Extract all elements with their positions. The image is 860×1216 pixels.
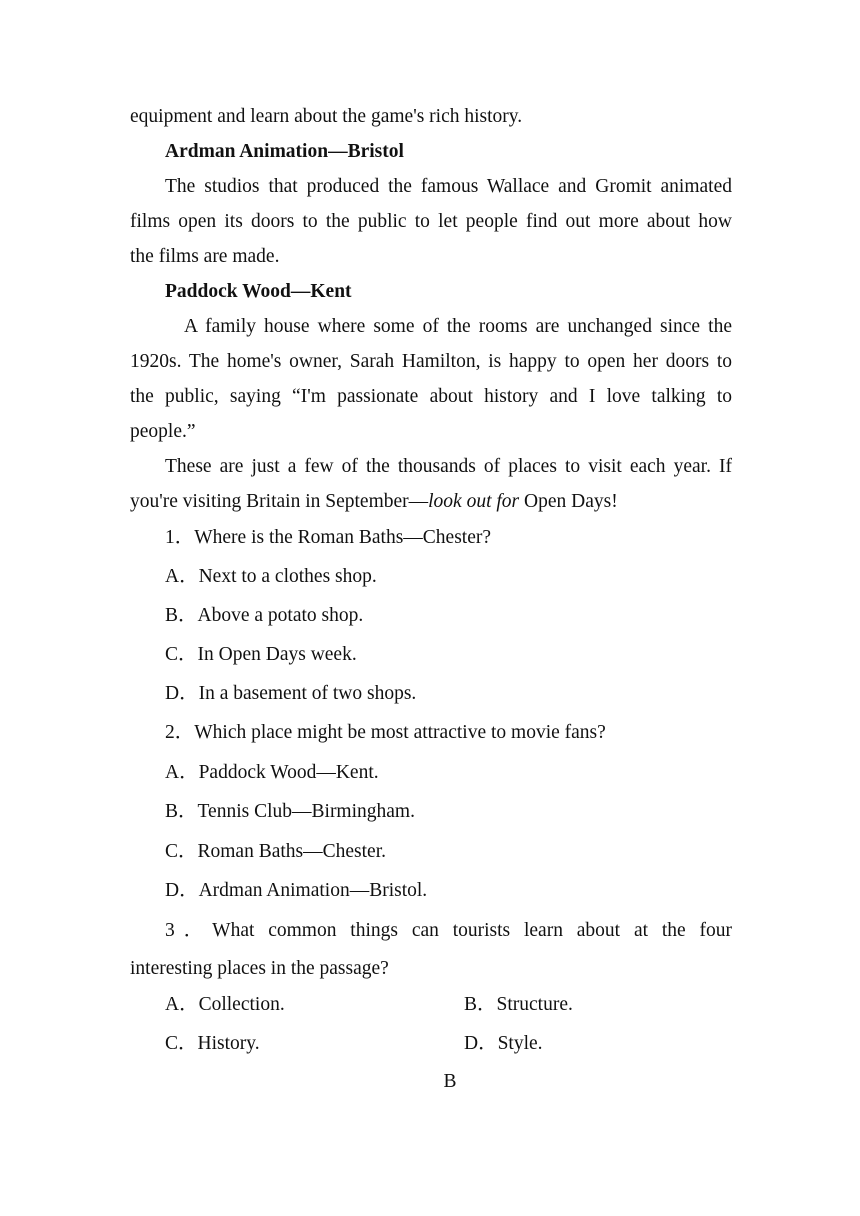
question-1-option-b: B．Above a potato shop. <box>165 605 364 626</box>
intro-tail-line: equipment and learn about the game's rich history. <box>130 106 523 127</box>
question-1-option-c: C．In Open Days week. <box>165 644 357 665</box>
question-3-option-b: B．Structure. <box>464 994 573 1015</box>
ardman-line-2: films open its doors to the public to let people find out more about how <box>130 211 732 232</box>
ardman-line-1: The studios that produced the famous Wallace and Gromit animated <box>165 176 732 197</box>
closing-line-2-post: Open Days! <box>519 491 618 512</box>
closing-line-2 <box>130 492 618 512</box>
question-1-option-d: D．In a basement of two shops. <box>165 683 417 704</box>
question-3-option-c: C．History. <box>165 1033 260 1054</box>
question-3-stem-line-1: 3．What common things can tourists learn about at the four <box>165 920 732 941</box>
question-2-stem: 2．Which place might be most attractive to movie fans? <box>165 722 606 743</box>
paddock-line-3: the public, saying “I'm passionate about history and I love talking to <box>130 386 732 407</box>
question-3-option-d: D．Style. <box>464 1033 543 1054</box>
ardman-line-3: the films are made. <box>130 246 280 267</box>
question-2-option-b: B．Tennis Club—Birmingham. <box>165 801 415 822</box>
paddock-heading: Paddock Wood—Kent <box>165 281 352 302</box>
closing-line-1: These are just a few of the thousands of places to visit each year. If <box>165 456 732 477</box>
question-3-option-a: A．Collection. <box>165 994 285 1015</box>
question-2-option-d: D．Ardman Animation—Bristol. <box>165 880 428 901</box>
question-1-stem: 1．Where is the Roman Baths—Chester? <box>165 527 492 548</box>
question-1-option-a: A．Next to a clothes shop. <box>165 566 377 587</box>
section-label: B <box>443 1071 457 1092</box>
question-2-option-a: A．Paddock Wood—Kent. <box>165 762 379 783</box>
paddock-line-2: 1920s. The home's owner, Sarah Hamilton, is happy to open her doors to <box>130 351 732 372</box>
question-3-stem-line-2: interesting places in the passage? <box>130 958 389 979</box>
paddock-line-4: people.” <box>130 421 196 442</box>
question-2-option-c: C．Roman Baths—Chester. <box>165 841 386 862</box>
ardman-heading: Ardman Animation—Bristol <box>165 141 404 162</box>
paddock-line-1: A family house where some of the rooms are unchanged since the <box>184 316 732 337</box>
closing-line-2-emphasis: look out for <box>428 491 520 512</box>
closing-line-2-pre: you're visiting Britain in September— <box>130 491 429 512</box>
